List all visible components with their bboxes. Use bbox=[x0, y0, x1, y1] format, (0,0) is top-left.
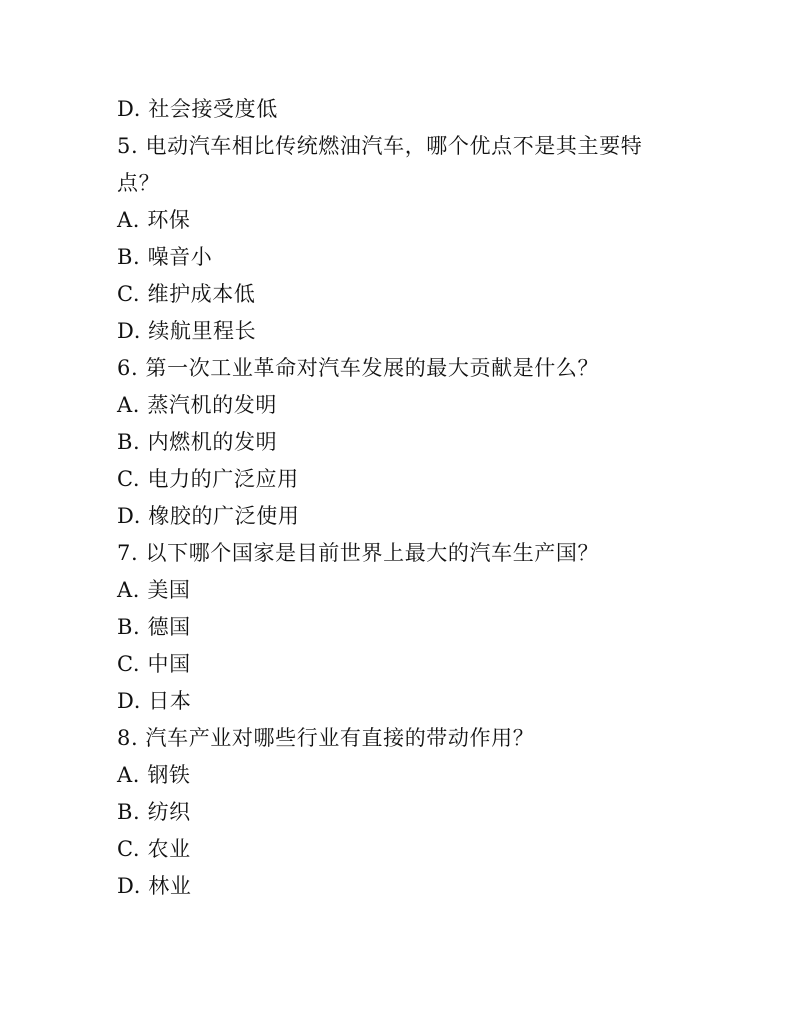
option-q8-a: A. 钢铁 bbox=[117, 763, 191, 787]
option-q6-b: B. 内燃机的发明 bbox=[117, 430, 278, 454]
option-q8-b: B. 纺织 bbox=[117, 800, 191, 824]
option-q7-d: D. 日本 bbox=[117, 689, 192, 713]
option-q7-a: A. 美国 bbox=[117, 578, 191, 602]
question-7: 7. 以下哪个国家是目前世界上最大的汽车生产国？ bbox=[117, 541, 600, 565]
option-q5-a: A. 环保 bbox=[117, 208, 191, 232]
question-6: 6. 第一次工业革命对汽车发展的最大贡献是什么？ bbox=[117, 356, 600, 380]
option-q8-c: C. 农业 bbox=[117, 837, 191, 861]
question-5: 5. 电动汽车相比传统燃油汽车，哪个优点不是其主要特点？ bbox=[117, 134, 643, 195]
option-q6-a: A. 蒸汽机的发明 bbox=[117, 393, 277, 417]
option-q6-d: D. 橡胶的广泛使用 bbox=[117, 504, 300, 528]
option-q6-c: C. 电力的广泛应用 bbox=[117, 467, 299, 491]
option-q8-d: D. 林业 bbox=[117, 874, 192, 898]
option-q5-b: B. 噪音小 bbox=[117, 245, 213, 269]
question-8: 8. 汽车产业对哪些行业有直接的带动作用？ bbox=[117, 726, 535, 750]
option-q5-d: D. 续航里程长 bbox=[117, 319, 257, 343]
option-q4-d: D. 社会接受度低 bbox=[117, 97, 278, 121]
option-q7-b: B. 德国 bbox=[117, 615, 191, 639]
option-q7-c: C. 中国 bbox=[117, 652, 191, 676]
option-q5-c: C. 维护成本低 bbox=[117, 282, 256, 306]
question-list bbox=[117, 91, 677, 905]
